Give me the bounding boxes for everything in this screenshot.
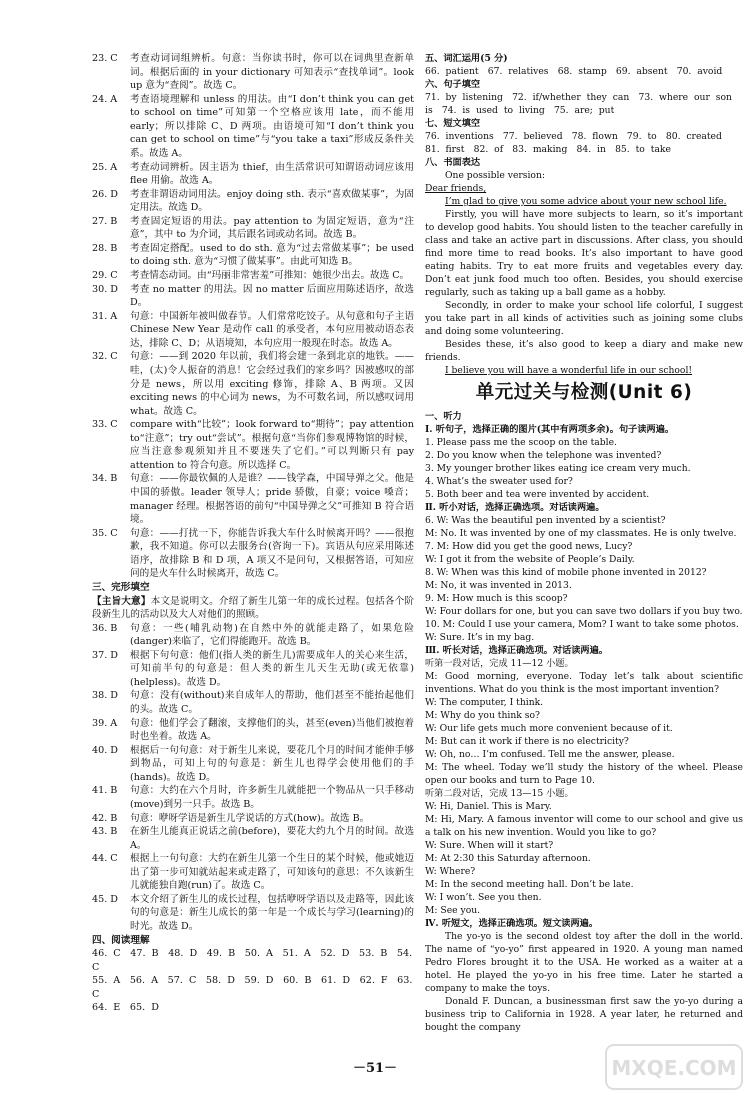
- page-number: －51－: [352, 1061, 398, 1076]
- script-line: 9. M: How much is this scoop?: [425, 593, 568, 604]
- section-cloze-title: 三、完形填空: [92, 581, 150, 593]
- vocab-answers: 66. patient 67. relatives 68. stamp 69. absent 70. avoid: [425, 66, 723, 77]
- answer-item: [92, 52, 414, 93]
- reading-answers-row: 46. C 47. B 48. D 49. B 50. A 51. A 52. D 53. B 54. C: [92, 948, 413, 973]
- explanation-text: 句意：他们学会了翻滚，支撑他们的头，甚至(even)当他们被抱着时也坐着。故选 A。: [130, 717, 414, 743]
- question-number: 37. D: [92, 649, 118, 661]
- answer-item: [92, 188, 414, 215]
- script-line: M: No. It was invented by one of my classmates. He is only twelve.: [425, 528, 737, 539]
- question-number: 25. A: [92, 161, 118, 173]
- explanation-text: 考查固定短语的用法。pay attention to 为固定短语，意为“注意”，其中 to 为介词，其后跟名词或动名词。故选 B。: [130, 215, 414, 241]
- answer-item: [92, 527, 414, 581]
- reading-answers-row: 55. A 56. A 57. C 58. D 59. D 60. B 61. D 62. F 63. C: [92, 975, 413, 1000]
- question-number: 29. C: [92, 270, 118, 281]
- answer-item: [92, 215, 414, 242]
- explanation-text: 根据下句句意：他们(指人类的新生儿)需要成年人的关心来生活，可知前半句的句意是：但人类的新生儿天生无助(或无依靠)(helpless)。故选 D。: [130, 649, 414, 688]
- script-line: W: Sure. When will it start?: [425, 840, 554, 851]
- dialogue-one-label: 听第一段对话，完成 11—12 小题。: [425, 658, 574, 669]
- question-number: 23. C: [92, 53, 118, 64]
- explanation-text: 句意：——到 2020 年以前，我们将会建一条到北京的地铁。——哇，(太)令人振奋的消息！它会经过我们的家乡吗？因被感叹的部分是 news，所以用 exciting 修饰，排除 A、B 两项。又因 exciting news 的中心词为 news，为不可数名词，所以感叹词用 what。故选 C。: [130, 351, 414, 417]
- explanation-text: 本文介绍了新生儿的成长过程，包括咿呀学语以及走路等，因此该句的句意是：新生儿成长的第一年是一个成长与学习(learning)的时光。故选 D。: [130, 893, 414, 932]
- listening-part4-instruction: Ⅳ. 听短文，选择正确选项。短文读两遍。: [425, 918, 599, 929]
- answer-item: [92, 93, 414, 161]
- question-number: 42. B: [92, 812, 118, 824]
- question-number: 27. B: [92, 215, 118, 227]
- possible-version-label: One possible version:: [445, 170, 545, 181]
- script-line: M: At 2:30 this Saturday afternoon.: [425, 853, 591, 864]
- section-sentence-title: 六、句子填空: [425, 79, 481, 90]
- answer-explanations: [92, 52, 414, 581]
- explanation-text: 句意：大约在六个月时，许多新生儿就能把一个物品从一只手移动(move)到另一只手。故选 B。: [130, 785, 414, 810]
- essay-paragraph: Besides these, it’s also good to keep a diary and make new friends.: [425, 339, 743, 363]
- question-number: 35. C: [92, 527, 118, 539]
- script-line: 2. Do you know when the telephone was invented?: [425, 450, 662, 461]
- script-line: 3. My younger brother likes eating ice cream very much.: [425, 463, 691, 474]
- reading-answers-row: 64. E 65. D: [92, 1002, 159, 1014]
- sentence-answers: 71. by listening 72. if/whether they can 73. where our son is 74. is used to living 75. are; put: [425, 92, 732, 116]
- script-line: W: Four dollars for one, but you can save two dollars if you buy two.: [425, 606, 743, 617]
- cloze-item: [92, 784, 414, 811]
- explanation-text: 句意：咿呀学语是新生儿学说话的方式(how)。故选 B。: [130, 812, 370, 824]
- answer-item: [92, 242, 414, 269]
- explanation-text: 根据上一句句意：大约在新生儿第一个生日的某个时候，他或她迈出了第一步可知就站起来或走路了，可知该句的意思：不久该新生儿就能独自跑(run)了。故选 C。: [130, 853, 414, 892]
- question-number: 30. D: [92, 283, 118, 295]
- essay-closing: I believe you will have a wonderful life in our school!: [445, 365, 693, 376]
- question-number: 28. B: [92, 242, 118, 254]
- passage-paragraph: Donald F. Duncan, a businessman first saw the yo-yo during a business trip to California in 1928. A year later, he returned and bought the company: [425, 996, 743, 1033]
- script-line: W: Sure. It’s in my bag.: [425, 632, 535, 643]
- explanation-text: 句意：——打扰一下，你能告诉我大车什么时候离开吗？——很抱歉，我不知道。你可以去服务台(咨询一下)。宾语从句应采用陈述语序，故排除 B 和 D 项，A 项又不是问句，又根据答语，可知应问的是火车什么时候离开，故选 C。: [130, 527, 414, 580]
- question-number: 24. A: [92, 93, 118, 105]
- unit-test-title: 单元过关与检测(Unit 6): [475, 382, 693, 403]
- question-number: 40. D: [92, 744, 118, 756]
- cloze-item: [92, 649, 414, 690]
- cloze-item: [92, 893, 414, 934]
- explanation-text: 根据后一句句意：对于新生儿来说，要花几个月的时间才能伸手够到物品，可知上句的句意是：新生儿也得学会使用他们的手(hands)。故选 D。: [130, 744, 414, 783]
- question-number: 36. B: [92, 622, 118, 634]
- explanation-text: 考查情态动词。由“玛丽非常害羞”可推知：她很少出去。故选 C。: [130, 270, 410, 281]
- script-line: W: I won’t. See you then.: [425, 892, 542, 903]
- listening-title: 一、听力: [425, 411, 462, 422]
- script-line: M: The wheel. Today we’ll study the history of the wheel. Please open our books and turn to Page 10.: [425, 762, 743, 786]
- cloze-item: [92, 825, 414, 852]
- question-number: 41. B: [92, 785, 118, 797]
- essay-paragraph: [425, 195, 743, 208]
- listening-part1-script: [425, 436, 743, 501]
- essay-opening: I’m glad to give you some advice about your new school life.: [445, 196, 727, 207]
- script-line: M: In the second meeting hall. Don’t be late.: [425, 879, 634, 890]
- question-number: 26. D: [92, 188, 118, 200]
- essay-paragraph: [425, 364, 743, 377]
- answer-item: [92, 161, 414, 188]
- script-line: W: Oh, no… I’m confused. Tell me the answer, please.: [425, 749, 675, 760]
- essay-greeting: Dear friends,: [425, 183, 487, 194]
- cloze-item: [92, 717, 414, 744]
- script-line: M: But can it work if there is no electricity?: [425, 736, 629, 747]
- main-idea-text: 本文是说明文。介绍了新生儿第一年的成长过程。包括各个阶段新生儿的活动以及大人对他们的照顾。: [92, 595, 415, 621]
- cloze-explanations: [92, 622, 414, 934]
- explanation-text: 句意：中国新年被叫做春节。人们常常吃饺子。从句意和句子主语 Chinese New Year 是动作 call 的承受者，本句应用被动语态表达，排除 C、D；从语境知，本句应用一般现在时态。故选 A。: [130, 310, 414, 349]
- listening-part1-instruction: Ⅰ. 听句子，选择正确的图片(其中有两项多余)。句子读两遍。: [425, 424, 675, 435]
- essay-paragraph: Secondly, in order to make your school life colorful, I suggest you take part in all kinds of activities such as joining some clubs and doing some volunteering.: [425, 300, 743, 337]
- question-number: 34. B: [92, 473, 118, 485]
- cloze-item: [92, 812, 414, 826]
- site-watermark: [604, 1043, 744, 1091]
- explanation-text: 考查语境理解和 unless 的用法。由“I don’t think you can get to school on time”可知第一个空格应该用 late，而不能用 early；所以排除 C、D 两项。由语境可知“I don’t think you can get to school on time”与“you take a taxi”形成反条件关系。故选 A。: [130, 93, 414, 159]
- question-number: 39. A: [92, 717, 118, 729]
- script-line: M: Good morning, everyone. Today let’s talk about scientific inventions. What do you think is the most important invention?: [425, 671, 743, 695]
- answer-item: [92, 283, 414, 310]
- section-reading-title: 四、阅读理解: [92, 934, 150, 946]
- question-number: 33. C: [92, 419, 118, 431]
- script-line: M: No, it was invented in 2013.: [425, 580, 572, 591]
- dialogue-two-script: [425, 800, 743, 917]
- script-line: W: Our life gets much more convenient because of it.: [425, 723, 673, 734]
- script-line: W: Where?: [425, 866, 476, 877]
- explanation-text: 句意：一些(哺乳动物)在自然中外的就能走路了，如果危险(danger)来临了，它们得能跑开。故选 B。: [130, 622, 414, 648]
- explanation-text: 考查固定搭配。used to do sth. 意为“过去常做某事”；be used to doing sth. 意为“习惯了做某事”。由此可知选 B。: [130, 242, 414, 268]
- explanation-text: 考查动词词组辨析。句意：当你读书时，你可以在词典里查新单词。根据后面的 in your dictionary 可知表示“查找单词”。look up 意为“查阅”。故选 C。: [130, 53, 414, 92]
- essay-paragraph: Firstly, you will have more subjects to learn, so it’s important to develop good habits. You should listen to the teacher carefully in class and take an active part in discussions. After class, you should find more time to read books. It’s also important to have good eating habits. Try to eat more fruits and vegetables every day. Don’t eat junk food much too often. Besides, you should exercise regularly, such as taking up a ball game as a hobby.: [425, 209, 743, 298]
- script-line: 8. W: When was this kind of mobile phone invented in 2012?: [425, 567, 707, 578]
- question-number: 45. D: [92, 893, 118, 905]
- right-column: [425, 52, 743, 1034]
- question-number: 31. A: [92, 310, 118, 322]
- listening-part2-script: [425, 514, 743, 644]
- section-writing-title: 八、书面表达: [425, 157, 481, 168]
- answer-item: [92, 310, 414, 351]
- script-line: 1. Please pass me the scoop on the table.: [425, 437, 617, 448]
- script-line: W: Hi, Daniel. This is Mary.: [425, 801, 552, 812]
- watermark-text: MXQE.COM: [611, 1056, 737, 1080]
- section-vocab-title: 五、词汇运用(5 分): [425, 53, 508, 64]
- question-number: 44. C: [92, 853, 118, 865]
- passage-answers: 76. inventions 77. believed 78. flown 79. to 80. created 81. first 82. of 83. making 84. in 85. to take: [425, 131, 732, 155]
- script-line: M: See you.: [425, 905, 481, 916]
- answer-item: [92, 472, 414, 526]
- explanation-text: 考查 no matter 的用法。因 no matter 后面应用陈述语序，故选 D。: [130, 283, 414, 309]
- script-line: 6. W: Was the beautiful pen invented by a scientist?: [425, 515, 666, 526]
- script-line: 7. M: How did you get the good news, Lucy?: [425, 541, 633, 552]
- cloze-item: [92, 852, 414, 893]
- question-number: 32. C: [92, 351, 118, 363]
- left-column: [92, 52, 414, 1015]
- script-line: 10. M: Could I use your camera, Mom? I want to take some photos.: [425, 619, 739, 630]
- script-line: M: Hi, Mary. A famous inventor will come to our school and give us a talk on his new invention. Would you like to go?: [425, 814, 743, 838]
- explanation-text: 句意：——你最钦佩的人是谁？——钱学森，中国导弹之父。他是中国的骄傲。leader 领导人；pride 骄傲，自豪；voice 嗓音；manager 经理。根据答语的前句“中国导弹之父”可推知 B 符合语境。: [130, 473, 414, 526]
- listening-part2-instruction: Ⅱ. 听小对话，选择正确选项。对话读两遍。: [425, 502, 605, 513]
- watermark-logo-icon: [604, 1043, 744, 1091]
- explanation-text: compare with“比较”；look forward to“期待”；pay attention to“注意”；try out“尝试”。根据句意“当你们参观博物馆的时候，应当注意参观须知并且不要迷失了它们。”可以判断只有 pay attention to 符合句意。所以选择 C。: [130, 419, 414, 471]
- question-number: 38. D: [92, 690, 118, 702]
- script-line: 5. Both beer and tea were invented by accident.: [425, 489, 650, 500]
- cloze-item: [92, 689, 414, 716]
- cloze-item: [92, 744, 414, 785]
- explanation-text: 考查非谓语动词用法。enjoy doing sth. 表示“喜欢做某事”，为固定用法。故选 D。: [130, 188, 414, 214]
- passage-paragraph: The yo-yo is the second oldest toy after the doll in the world. The name of “yo-yo” first appeared in 1920. A young man named Pedro Flores brought it to the USA. He worked as a waiter at a hotel. He played the yo-yo in his free time. Later he started a company to make the toys.: [425, 931, 743, 994]
- explanation-text: 句意：没有(without)来自成年人的帮助，他们甚至不能抬起他们的头。故选 C。: [130, 690, 414, 715]
- main-idea-label: 【主旨大意】: [92, 595, 151, 607]
- listening-part3-instruction: Ⅲ. 听长对话，选择正确选项。对话读两遍。: [425, 645, 608, 656]
- main-idea: [92, 595, 414, 622]
- script-line: W: I got it from the website of People’s Daily.: [425, 554, 635, 565]
- script-line: 4. What’s the sweater used for?: [425, 476, 573, 487]
- script-line: W: The computer, I think.: [425, 697, 544, 708]
- explanation-text: 考查动词辨析。因主语为 thief，由生活常识可知谓语动词应该用 flee 用偷。故选 A。: [130, 161, 414, 187]
- section-passage-title: 七、短文填空: [425, 118, 481, 129]
- answer-item: [92, 269, 414, 283]
- dialogue-one-script: [425, 670, 743, 787]
- explanation-text: 在新生儿能真正说话之前(before)，要花大约九个月的时间。故选 A。: [130, 826, 414, 851]
- cloze-item: [92, 622, 414, 649]
- dialogue-two-label: 听第二段对话，完成 13—15 小题。: [425, 788, 574, 799]
- question-number: 43. B: [92, 826, 118, 838]
- answer-item: [92, 418, 414, 472]
- script-line: M: Why do you think so?: [425, 710, 540, 721]
- answer-item: [92, 350, 414, 418]
